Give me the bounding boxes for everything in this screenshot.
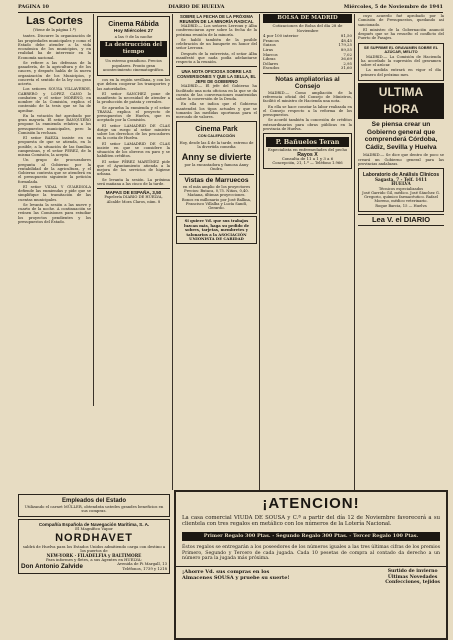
column-cortes [18,14,91,406]
ad-footer-left: ¡Ahorre Vd. sus compras en los [182,568,270,575]
ad-doctor [263,133,352,169]
exchange-label: Escudos [263,65,280,71]
paragraph: El señor LAMADRID DE CLAS insiste en que se considere la situación de los obreros en paro y se habiliten créditos. [97,141,170,159]
headline: Se piensa crear un Gobierno general que comprenderá Córdoba, Cádiz, Sevilla y Huelva [364,120,438,151]
paragraph: El señor SANCHEZ pone de manifiesto la necesidad de atender a la producción de patata y cereales. [97,91,170,105]
notice-body: Papelería DIARIO DE HUELVA, Alcalde Mora Claros, núm. 8 [104,195,163,204]
paragraph: El señor BAEZA insiste en su propuesta de que se atienda, en lo posible, a la situación de las familias campesinas, y el señor PEREZ, de la misma Comisión, la acepta. [18,136,91,157]
column-ultima-hora [358,14,444,490]
paragraph: En ella se hace constar la labor realizada en el Consejo respecto a la reforma de los presupuestos. [263,104,352,118]
paragraph: En ella se indica que el Gobierno mantendrá los tipos actuales y que se tomarán las medidas oportunas para el mercado de valores. [176,102,257,119]
printing-notice: Si quiere Vd. que sus trabajos luzcan más, haga su pedido de sobres, tarjetas, membretes y talonarios a la ASOCIACIÓN UNIONISTA DE CARIDAD [176,216,257,244]
exchange-value: 89,55 [340,46,352,52]
article-title: Las Cortes [26,15,83,27]
column-politics [176,14,257,490]
ad-prizes: Primer Regalo 300 Ptas. - Segundo Regalo 300 Ptas. - Tercer Regalo 100 Ptas. [182,532,440,541]
doctor-address: Concepción, 21, 1.º — Teléfono 1.966 [272,161,343,166]
exchange-table [263,34,352,71]
page-header [18,2,443,13]
paragraph: Se refiere a las defensas de la ganadería, de la agricultura y de los cauces, y después habla de la nueva organización de los Municipios, y concreta el sentido de la ley con gran acierto. [18,60,91,86]
ad-footer-left: Almacenes SOUSA y pruebe su suerte! [182,575,290,582]
exchange-value: 48,45 [340,37,352,43]
film-sub: en el más amplio de los proyectores [182,184,251,189]
paragraph: Después de la entrevista, el señor Alba manifestó que nada podía adelantarse respecto a la reunión. [176,51,257,64]
shipping-company: Compañía Española de Navegación Marítima, S. A. [38,521,150,527]
doctor-hours: Consulta de 11 a 1 y 3 a 6 [281,155,334,161]
lab-city: HUELVA [391,181,411,187]
lab-staff: Técnicos especializados [378,186,424,191]
headline: SOBRE LA FECHA DE LA PRÓXIMA REUNIÓN DE LA MINORÍA RADICAL [179,14,254,24]
shipping-sub: El Magnífico Vapor [75,526,113,532]
ad-footer-right: Surtido de invierno [387,568,438,574]
bolsa-sub: Cotizaciones de Bolsa del día 28 de Noviembre [272,23,343,33]
ultima-hora-banner: ULTIMA HORA [358,83,444,119]
ad-text: La casa comercial VIUDA DE SOUSA y C.ª a partir del día 12 de Noviembre favorecerá a su clientela con tres regalos en metálico con los números de la Lotería Nacional. [182,515,440,528]
employees-text: Utilizando el carnet MÜLLER, obtendrán ustedes grandes beneficios en sus compras. [24,504,164,514]
article-subtitle: (Viene de la página 1.ª) [33,28,76,32]
paragraph: MADRID.— Se dice que dentro de poco se creará un Gobierno general para las provincias andaluzas. [358,153,444,166]
shipping-ports: NEW-YORK · FILADELFIA y BALTIMORE [46,552,142,558]
exchange-value: 179,25 [338,42,352,48]
cinema-time: a las 9 de la noche [114,34,153,39]
film-title: Vistas de Marruecos [184,176,249,184]
headline: UNA NOTA OFICIOSA SOBRE LAS CONVERSIONES Y QUE LA SELLA, EL JEFE DE GOBIERNO [177,69,256,85]
slogan: Lea V. el DIARIO [358,214,444,226]
exchange-label: Dólares [263,60,279,66]
paragraph: Los señores SOUSA VILLAVERDE, CABRERO y LOPEZ CANO lo combaten y el señor MORENO, en nombre de la Comisión, explica el contenido de la tesis que se ha de aprobar. [18,87,91,113]
exchange-value: 81,50 [340,33,352,39]
exchange-value: 2,95 [343,60,352,66]
ad-cinema-park [176,121,257,214]
paragraph: MADRID.— La Comisión de Hacienda ha acordado la supresión del gravamen sobre el azúcar. [361,54,441,68]
ad-laboratory [358,168,444,212]
doctor-xray: Rayos X [297,151,318,158]
column-cinema-rabida [97,14,170,406]
notice-head: SE SUPRIME EL GRAVAMEN SOBRE EL AZÚCAR, MELITO [363,44,439,55]
agent-label: Para informes y fletes, a sus Agentes en HUELVA: [46,556,142,562]
exchange-label: Francos [263,37,279,43]
paragraph: MADRID.— El jefe del Gobierno ha facilitado una nota oficiosa en la que se da cuenta de las conversaciones mantenidas sobre la conversión de la Deuda. [176,84,257,101]
paragraph: MADRID.— Como ampliación de la referencia oficial del Consejo de Ministros, facilitó el ministro de Hacienda una nota. [263,90,352,104]
sugar-notice [358,43,444,81]
cinema-name: Cinema Rábida [108,21,159,28]
lower-left-ads [18,492,170,636]
ad-cinema-rabida [97,16,170,76]
shipping-text: saldrá de Huelva para los Estados Unidos admitiendo carga con destino a los puertos de [22,543,166,554]
cinema-name: Cinema Park [195,126,238,134]
exchange-value: 7,02 [343,51,352,57]
employees-title: Empleados del Estado [61,498,127,504]
column-bolsa [263,14,352,490]
ad-text-2: Éstos regalos se entregarán a los poseedores de los números iguales a las tres últimas cifras de los premios Primero, Segundo y Tercero de cada jugada. Cada 10 pesetas de compra al contado da derecho a un número para la jugada más próxima. [182,544,440,562]
ad-headline: ¡ATENCION! [262,495,360,512]
paragraph: MADRID.— Los señores Lerroux y Alba conferenciaron ayer sobre la fecha de la próxima reunión de la minoría. [176,24,257,37]
paragraph: El ministro de la Gobernación anunció después que se ha resuelto el conflicto del Puerto de Pasajes. [358,27,444,41]
agent-phone: Teléfonos, 1739 y 1218 [122,565,167,571]
agent-name: Don Antonio Zalvide [21,562,83,570]
headline: Notas ampliatorias al Consejo [275,75,340,91]
cinema-film: La destrucción del tiempo [100,41,167,57]
column-rule [93,14,94,406]
cinema-sub: CON CALEFACCIÓN [198,134,235,139]
ad-employees [18,494,170,517]
bolsa-title: BOLSA DE MADRID [263,14,352,23]
paragraph: Se levanta la sesión. La próxima será mañana a las cinco de la tarde. [97,177,170,186]
paragraph: Se levanta la sesión a las nueve y cuarto de la noche. A continuación se reúnen las Comisiones para estudiar los proyectos pendientes y los presupuestos del Estado. [18,202,91,224]
cinema-prices: Precios: Butaca, 0,75. Niños, 0,40. Mañana, últimas proyecciones. [184,188,249,198]
cinema-date: Hoy Miércoles 27 [113,29,154,34]
column-rule [172,14,173,490]
agent-address: Avenida de Pi Margall, 13 [117,561,167,567]
paragraph: Se acordó también la concesión de créditos extraordinarios para obras públicas en la provincia de Huelva. [263,118,352,131]
cinema-bonus: Bonos en millonario por José Ballina, Francisco Villalba y Lucía Sandí, Gerardo. [181,197,252,211]
ad-footer-right: Confecciones, tejidos [385,580,440,586]
page-number: PAGINA 10 [18,4,50,10]
cinema-text: Hoy, desde las 4 de la tarde, estreno de la divertida comedia [179,140,254,149]
paragraph: cuyo acuerdo fué aprobado por la Comisión de Presupuestos, quedando así sancionado. [358,14,444,27]
exchange-label: Suizos [263,42,276,48]
ad-footer-right: Últimas Novedades [387,574,438,580]
cinema-film: Anny se divierte [181,152,252,163]
exchange-row [263,66,352,71]
paragraph: cos en la región sevillana, y con los que deben cooperar los transportes y las autoridades. [97,78,170,91]
paragraph: El señor PÉREZ MARTÍNEZ pide que el Ayuntamiento atienda a la mejora de los servicios de higiene urbana. [97,159,170,177]
ad-shipping [18,519,170,574]
paragraph: tantes. Discurre la organización de las propiedades municipales y como el Estado debe atender a la vida económica de los municipios, y en realidad ha de intervenir en la Economía nacional. [18,34,91,60]
paragraph: El señor LAMADRID DE CLAS dirige un ruego al señor ministro sobre los derechos de los pescadores en la costa de Huelva. [97,123,170,141]
paragraph: Se aprueba la enmienda y el señor TRAVAL explica el proyecto de presupuestos de Huelva, que es aceptado por la Comisión. [97,105,170,123]
exchange-label: Libras [263,56,276,62]
cinema-info: Un estreno grandioso. Precios populares. Pronto gran acontecimiento cinematográfico. [102,59,165,72]
exchange-label: Marcos [263,51,278,57]
paragraph: La medida entrará en vigor el día primero del próximo mes. [361,68,441,77]
column-rule [354,14,355,490]
lab-title: Laboratorio de Análisis Clínicos [362,172,440,179]
notice-title: MAPAS DE ESPAÑA, 3,50 [105,190,162,196]
lab-address: Sagasta, 7 - Telf. 1411 [375,177,427,183]
doctor-name: P. Bañuelos Teran [266,137,349,147]
exchange-value: 36,69 [340,56,352,62]
exchange-value: 31,60 [340,65,352,71]
lab-footer: Roque Barcia, 15 — Huelva [375,203,427,208]
ad-viuda-de-sousa [174,490,448,640]
lab-doctors: José Garrido Gil, médico. José Sánchez G. Gregorio, químico farmacéutico. Rafael Moreno, médico veterinario. [362,190,440,204]
ship-name: NORDHAVET [55,531,133,544]
page-date: Miércoles, 5 de Noviembre de 1941 [343,4,443,10]
cinema-cast: por la encantadora y famosa Anny Ondra. [184,163,249,172]
paragraph: El señor VIDAL Y GUARDIOLA defiende las enmiendas y pide que se simplifique la tramitación de las cuentas municipales. [18,184,91,202]
exchange-label: Liras [263,46,274,52]
doctor-specialty: Especialista en enfermedades del pecho [267,147,348,153]
paragraph: En la votación fué aprobado por gran mayoría. El señor BANQUIERO propone la enmienda relativa a los presupuestos municipales, pero la Comisión la rechaza. [18,113,91,135]
exchange-label: 4 por 100 interior [263,33,299,39]
paragraph: Se habló también de la posible celebración de un banquete en honor del señor Lerroux. [176,37,257,51]
column-rule [259,14,260,490]
paragraph: Un grupo de procuradores pregunta al Gobierno por la rentabilidad de la agricultura, y el Gobierno contesta que se atenderá en el presupuesto siguiente la petición formulada. [18,158,91,184]
newspaper-name: DIARIO DE HUELVA [168,4,225,10]
